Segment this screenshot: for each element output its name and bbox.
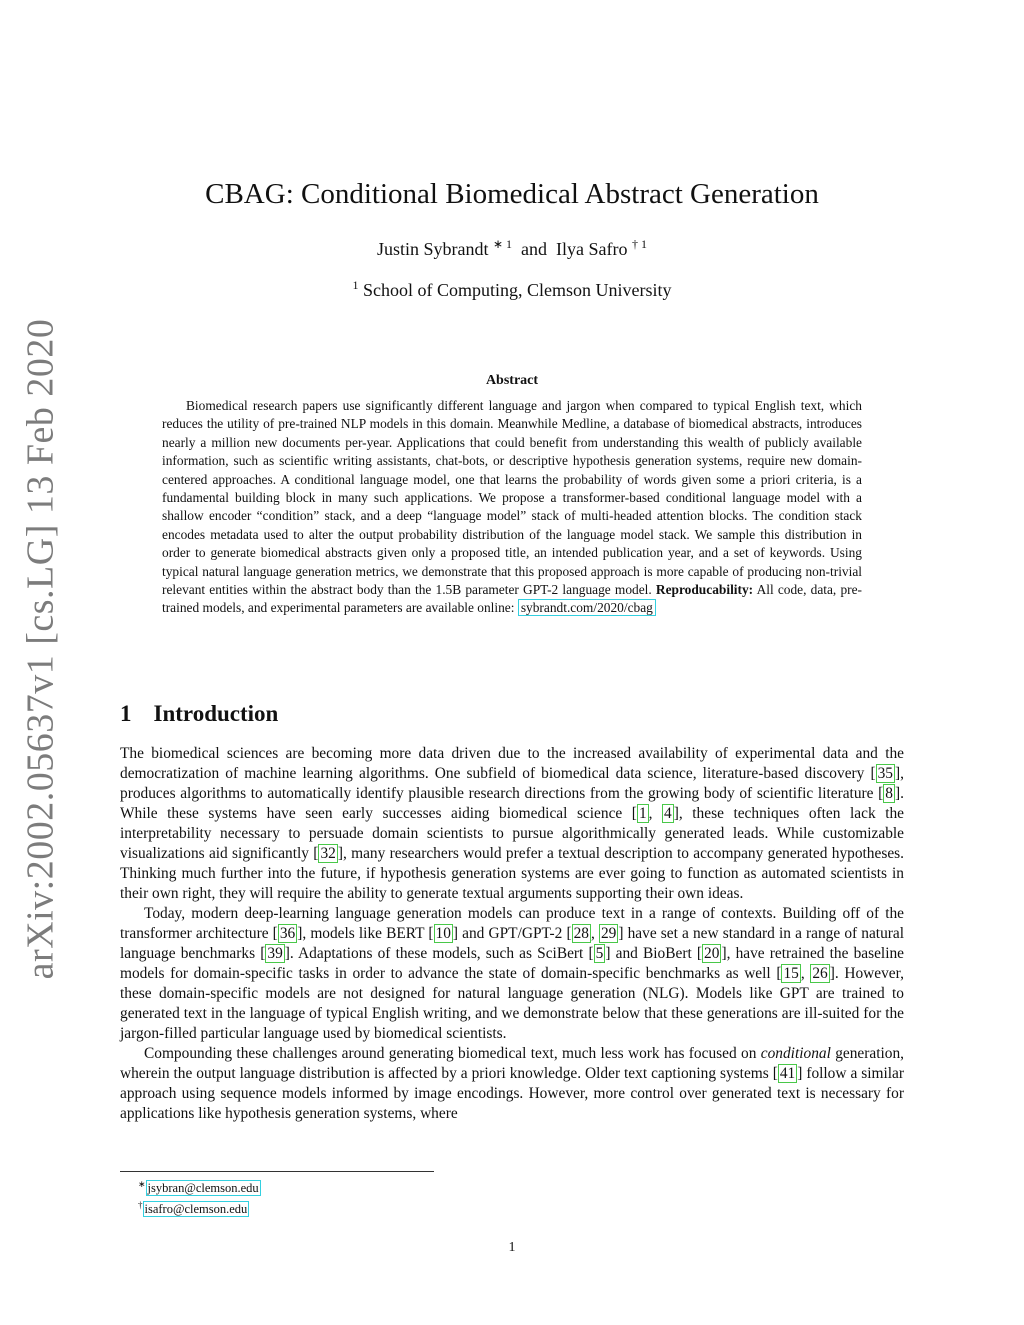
reproducibility-label: Reproducability: <box>655 582 754 598</box>
introduction-body <box>120 744 904 1124</box>
email-link[interactable]: isafro@clemson.edu <box>144 1202 248 1217</box>
citation: [ 35 ] <box>870 765 901 782</box>
affiliation-text: School of Computing, Clemson University <box>363 280 672 300</box>
page-number: 1 <box>508 1240 516 1255</box>
citation-link[interactable]: 35 <box>877 765 893 782</box>
author-separator: and <box>521 239 548 259</box>
paragraph-text: , <box>590 925 599 942</box>
citation: [ 15 <box>776 965 799 982</box>
paragraph <box>120 744 904 904</box>
citation-link[interactable]: 15 <box>783 965 799 982</box>
paragraph-text: ] have set a new standard in a range of natural language benchmarks <box>120 925 904 962</box>
citation-link[interactable]: 26 <box>812 965 828 982</box>
author-list <box>0 237 1024 260</box>
emphasized-text: conditional <box>760 1045 831 1062</box>
citation-link[interactable]: 4 <box>664 805 672 822</box>
author-marks: ∗ 1 <box>492 237 513 251</box>
citation-link[interactable]: 1 <box>638 805 647 822</box>
citation-link[interactable]: 32 <box>320 845 336 862</box>
citation <box>662 804 674 823</box>
footnote <box>138 1197 261 1218</box>
footnote-divider <box>120 1171 434 1172</box>
citation-link[interactable]: 10 <box>435 925 451 942</box>
author-name: Ilya Safro <box>556 239 628 259</box>
paragraph-text: and BioBert <box>610 945 697 962</box>
paragraph-text: The biomedical sciences are becoming more data driven due to the increased availability of experimental data and the democratization of machine learning algorithms. One subfield of biomedical data science, literature-based discovery <box>120 745 904 782</box>
paper-title: CBAG: Conditional Biomedical Abstract Generation <box>205 178 819 210</box>
paragraph-text: follow a similar approach using sequence models informed by image encodings. However, more control over generated text is necessary for applications like hypothesis generation systems, where <box>120 1065 904 1122</box>
footnote-mark: ∗ <box>138 1179 146 1189</box>
citation-link[interactable]: 41 <box>779 1065 796 1082</box>
citation-link[interactable]: 39 <box>267 945 283 962</box>
citation: [ 39 ] <box>260 945 290 962</box>
abstract-heading: Abstract <box>485 373 539 388</box>
paragraph <box>120 904 904 1044</box>
citation-link[interactable]: 8 <box>885 785 893 802</box>
abstract-text-continued: All code, data, pre-trained models, and experimental parameters are available online: <box>162 582 862 616</box>
paragraph-text: generation, wherein the output language distribution is affected by a priori knowledge. Older text captioning systems <box>120 1045 904 1082</box>
paragraph-text: . Adaptations of these models, such as SciBert <box>289 945 589 962</box>
citation: [ 8 ] <box>878 785 901 802</box>
citation: [ 36 ] <box>272 925 303 942</box>
abstract-text: Biomedical research papers use significantly different language and jargon when compared to typical English text, which reduces the utility of pre-trained NLP models in this domain. Meanwhile Medline, a database of biomedical abstracts, introduces nearly a million new documents per-year. Applications that could benefit from understanding this wealth of publicly available information, such as scientific writing assistants, chat-bots, or descriptive hypothesis generation systems, require new domain-centered approaches. A conditional language model, one that learns the probability of words given some a priori criteria, is a fundamental building block in many such applications. We propose a transformer-based conditional language model with a shallow encoder “condition” stack, and a deep “language model” stack of multi-headed attention blocks. The condition stack encodes metadata used to alter the output probability distribution of the language model stack. We sample this distribution in order to generate biomedical abstracts given only a proposed title, an intended publication year, and a set of keywords. Using typical natural language generation metrics, we demonstrate that this proposed approach is more capable of producing non-trivial relevant entities within the abstract body than the 1.5B parameter GPT-2 language model. <box>162 398 862 598</box>
paragraph-text: . While these systems have seen early successes aiding biomedical science <box>120 785 904 822</box>
citation: [ 10 ] <box>428 925 459 942</box>
footnote <box>138 1176 261 1197</box>
citation-link[interactable]: 20 <box>704 945 720 962</box>
paragraph-text: , have retrained the baseline models for domain-specific tasks in order to advance the state of domain-specific benchmarks as well <box>120 945 905 982</box>
code-link[interactable]: sybrandt.com/2020/cbag <box>518 599 656 616</box>
citation: [ 41 ] <box>772 1065 803 1082</box>
paragraph-text: , <box>648 805 663 822</box>
citation: [ 5 ] <box>588 945 611 962</box>
citation: [ 28 <box>566 925 589 942</box>
citation: [ 20 ] <box>696 945 727 962</box>
footnote-mark: † <box>138 1200 143 1211</box>
section-title: Introduction <box>153 701 279 726</box>
paragraph-text: ]. However, these domain-specific models are not designed for natural language generation (NLG). Models like GPT are trained to generated text in the language of typical English writing, and we demonstrate below that these generations are ill-suited for the jargon-filled particular language used by biomedical scientists. <box>120 965 904 1042</box>
affiliation <box>0 278 1024 301</box>
paragraph-text: , <box>800 965 811 982</box>
arxiv-identifier-stamp[interactable] <box>14 318 66 980</box>
abstract-body <box>162 397 862 618</box>
paragraph-text: and GPT/GPT-2 <box>458 925 567 942</box>
paragraph-text: Compounding these challenges around generating biomedical text, much less work has focused on <box>144 1045 761 1062</box>
citation-link[interactable]: 5 <box>595 945 604 962</box>
citation-link[interactable]: 28 <box>573 925 589 942</box>
paragraph-text: ], these techniques often lack the interpretability necessary to persuade domain scientists to pursue algorithmically generated leads. While customizable visualizations aid significantly <box>120 805 904 862</box>
citation: [ 32 ] <box>313 845 343 862</box>
footnotes <box>138 1176 261 1218</box>
paragraph-text: , produces algorithms to automatically identify plausible research directions from the growing body of scientific literature <box>120 765 904 802</box>
citation: [ 1 <box>631 805 647 822</box>
citation <box>599 924 618 943</box>
paragraph-text: Today, modern deep-learning language generation models can produce text in a range of contexts. Building off of the transformer architecture <box>120 905 904 942</box>
section-number: 1 <box>120 701 132 726</box>
citation-link[interactable]: 29 <box>600 925 617 942</box>
affiliation-mark: 1 <box>352 278 359 292</box>
paragraph <box>120 1044 904 1124</box>
citation-link[interactable]: 36 <box>279 925 296 942</box>
author-name: Justin Sybrandt <box>376 239 489 259</box>
author-marks: † 1 <box>632 237 648 251</box>
arxiv-identifier-text: arXiv:2002.05637v1 [cs.LG] 13 Feb 2020 <box>19 318 62 980</box>
email-link[interactable]: jsybran@clemson.edu <box>147 1181 259 1196</box>
citation <box>810 964 829 983</box>
section-heading <box>120 701 278 727</box>
paragraph-text: , models like BERT <box>302 925 429 942</box>
paragraph-text: , many researchers would prefer a textual description to accompany generated hypotheses. Thinking much further into the future, if hypothesis generation systems are ever going to function as automated scientists in their own right, they will require the ability to generate textual arguments supporting their own ideas. <box>120 845 904 902</box>
